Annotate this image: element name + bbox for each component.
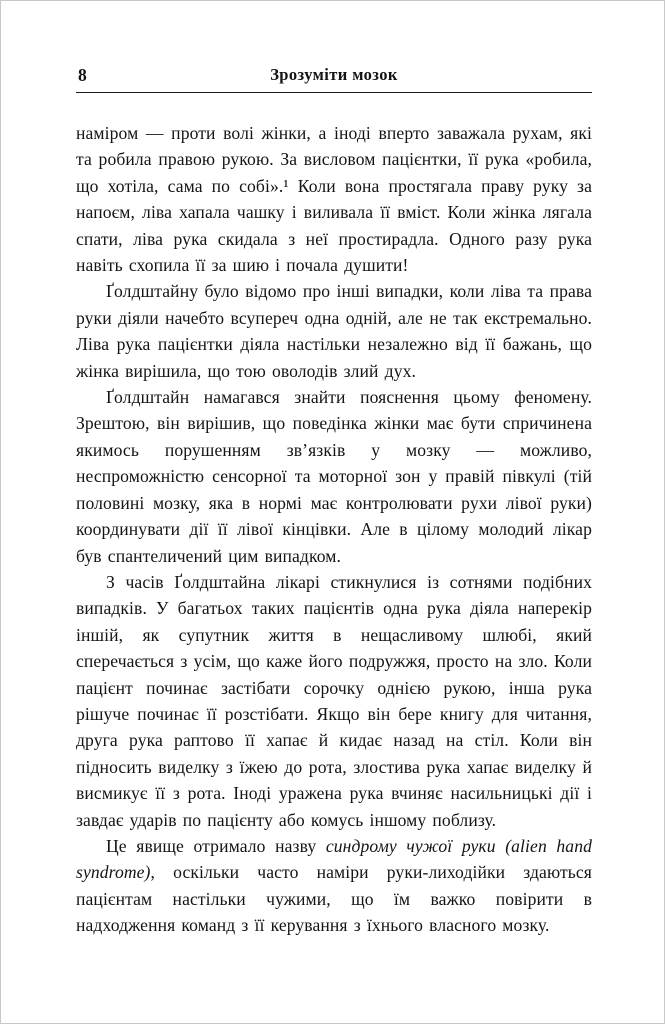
page-number: 8	[78, 65, 87, 85]
paragraph	[76, 569, 592, 833]
text-run: Це явище отримало назву	[106, 835, 326, 856]
paragraph	[76, 833, 592, 939]
header-rule	[76, 92, 592, 93]
text-run: Ґолдштайну було відомо про інші випадки, коли ліва та права руки діяли начебто всупереч одна одній, але не так екстремально. Ліва рука пацієнтки діяла настільки незалежно від її бажань, що жінка вирішила, що тою оволодів злий дух.	[76, 281, 592, 381]
running-title: Зрозуміти мозок	[270, 65, 398, 84]
paragraph	[76, 120, 592, 278]
page-header	[76, 65, 592, 89]
page-body	[76, 120, 592, 939]
text-run: З часів Ґолдштайна лікарі стикнулися із сотнями подібних випадків. У багатьох таких пацієнтів одна рука діяла наперекір іншій, як супутник життя в нещасливому шлюбі, який сперечається з усім, що каже його подружжя, просто на зло. Коли пацієнт починає застібати сорочку однією рукою, інша рука рішуче починає її розстібати. Якщо він бере книгу для читання, друга рука раптово її хапає й кидає назад на стіл. Коли він підносить виделку з їжею до рота, злостива рука хапає виделку й висмикує її з рота. Іноді уражена рука вчиняє насильницькі дії і завдає ударів по пацієнту або комусь іншому поблизу.	[76, 571, 592, 830]
text-run: Ґолдштайн намагався знайти пояснення цьому феномену. Зрештою, він вирішив, що поведінка жінки має бути спричинена якимось порушенням зв’язків у мозку — можливо, неспроможністю сенсорної та моторної зон у правій півкулі (тій половині мозку, яка в нормі має контролювати рухи лівої руки) координувати дії її лівої кінцівки. Але в цілому молодий лікар був спантеличений цим випадком.	[76, 387, 592, 566]
italic-text-run: синдрому чужої руки (alien hand syndrome)	[76, 835, 592, 883]
text-run: наміром — проти волі жінки, а іноді вперто заважала рухам, які та робила правою рукою. За висловом пацієнтки, її рука «робила, що хотіла, сама по собі».¹ Коли вона простягала праву руку за напоєм, ліва хапала чашку і виливала її вміст. Коли жінка лягала спати, ліва рука скидала з неї простирадла. Одного разу рука навіть схопила її за шию і почала душити!	[76, 123, 592, 276]
text-run: , оскільки часто наміри руки-лиходійки здаються пацієнтам настільки чужими, що їм важко повірити в надходження команд з її керування з їхнього власного мозку.	[76, 862, 592, 936]
paragraph	[76, 384, 592, 569]
paragraph	[76, 278, 592, 384]
